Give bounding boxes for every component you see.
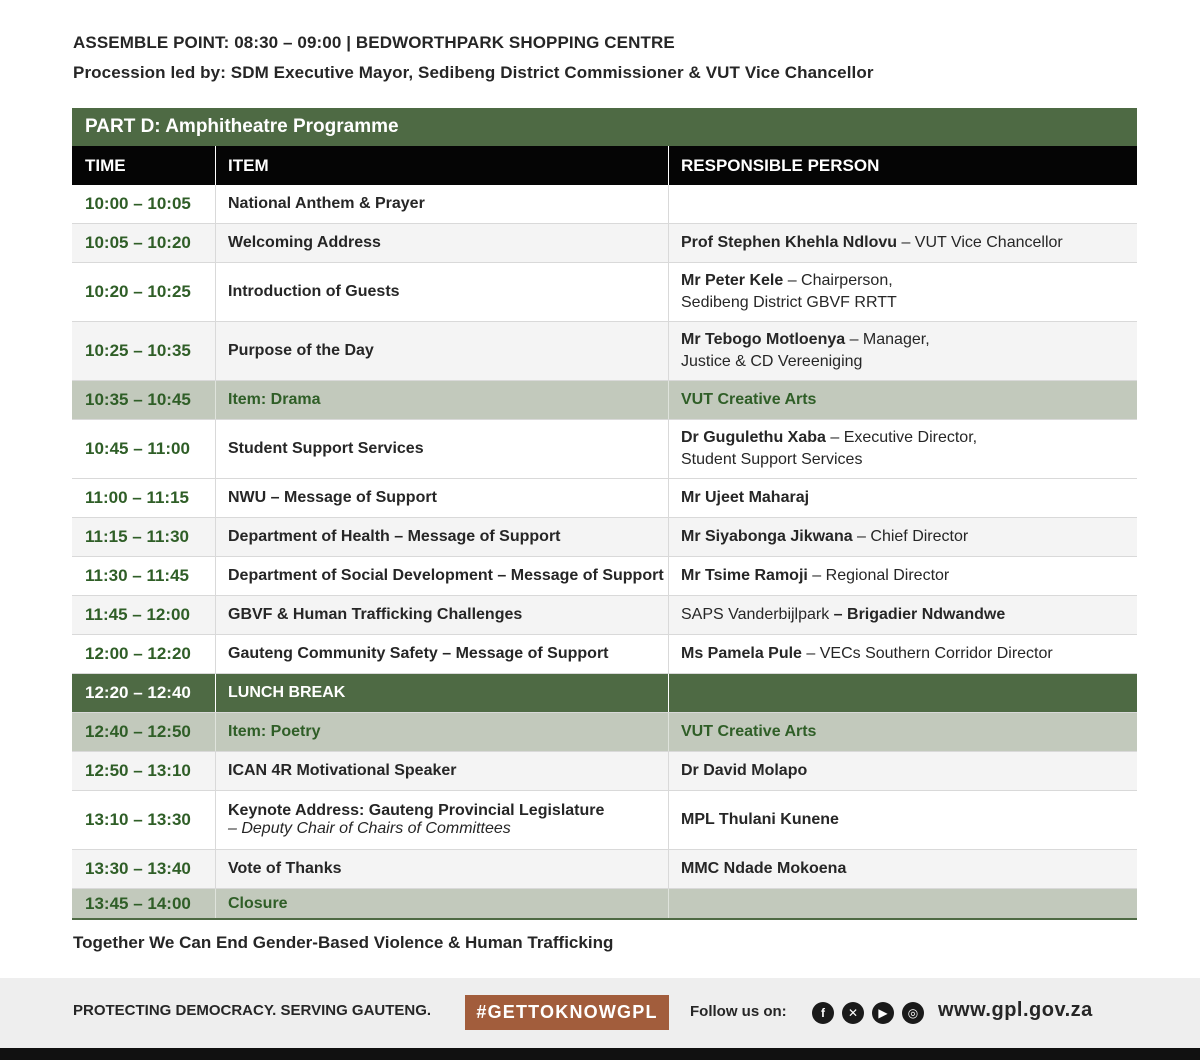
person-prefix: SAPS Vanderbijlpark xyxy=(681,606,834,623)
row-time: 12:00 – 12:20 xyxy=(85,644,191,663)
tagline: Together We Can End Gender-Based Violence & Human Trafficking xyxy=(73,933,614,952)
instagram-icon[interactable]: ◎ xyxy=(902,1002,924,1024)
row-item: Student Support Services xyxy=(215,420,668,478)
row-time: 11:00 – 11:15 xyxy=(85,488,189,507)
row-time: 11:15 – 11:30 xyxy=(85,527,189,546)
person-name: MPL Thulani Kunene xyxy=(681,811,839,828)
row-person xyxy=(668,479,1137,517)
row-item: Closure xyxy=(215,889,668,918)
row-time: 11:45 – 12:00 xyxy=(85,605,190,624)
table-row xyxy=(72,557,1137,596)
row-time: 13:30 – 13:40 xyxy=(85,859,191,878)
programme-table xyxy=(72,108,1137,920)
row-item: Purpose of the Day xyxy=(215,322,668,380)
row-time: 10:20 – 10:25 xyxy=(85,282,191,301)
row-person: VUT Creative Arts xyxy=(668,381,1137,419)
row-person xyxy=(668,557,1137,595)
person-role-line2: Sedibeng District GBVF RRTT xyxy=(681,294,897,311)
header xyxy=(73,28,1133,88)
row-item: Welcoming Address xyxy=(215,224,668,262)
row-person xyxy=(668,596,1137,634)
table-row xyxy=(72,420,1137,479)
assemble-point: ASSEMBLE POINT: 08:30 – 09:00 | BEDWORTHPARK SHOPPING CENTRE xyxy=(73,33,675,52)
item-line1: Keynote Address: Gauteng Provincial Legislature xyxy=(228,802,605,819)
table-row xyxy=(72,322,1137,381)
table-header xyxy=(72,146,1137,185)
facebook-icon[interactable]: f xyxy=(812,1002,834,1024)
column-item: ITEM xyxy=(215,146,668,185)
table-row xyxy=(72,263,1137,322)
table-row xyxy=(72,224,1137,263)
column-responsible: RESPONSIBLE PERSON xyxy=(668,146,1137,185)
person-name: MMC Ndade Mokoena xyxy=(681,860,847,877)
row-person xyxy=(668,674,1137,712)
row-time: 10:25 – 10:35 xyxy=(85,341,191,360)
person-role-line2: Student Support Services xyxy=(681,451,863,468)
youtube-icon[interactable]: ▶ xyxy=(872,1002,894,1024)
row-item: Vote of Thanks xyxy=(215,850,668,888)
row-item: Item: Drama xyxy=(215,381,668,419)
row-person xyxy=(668,518,1137,556)
person-role: – VECs Southern Corridor Director xyxy=(801,645,1053,662)
person-name: Dr David Molapo xyxy=(681,762,808,779)
row-person xyxy=(668,185,1137,223)
x-icon[interactable]: ✕ xyxy=(842,1002,864,1024)
row-time: 12:40 – 12:50 xyxy=(85,722,191,741)
table-row-lunch xyxy=(72,674,1137,713)
programme-title: PART D: Amphitheatre Programme xyxy=(72,108,1137,146)
table-row xyxy=(72,596,1137,635)
social-icons xyxy=(812,1002,924,1024)
row-person xyxy=(668,322,1137,380)
row-item: NWU – Message of Support xyxy=(215,479,668,517)
table-row xyxy=(72,791,1137,850)
person-role: – Chairperson, xyxy=(783,272,893,289)
row-item: National Anthem & Prayer xyxy=(215,185,668,223)
person-name: Mr Peter Kele xyxy=(681,272,784,289)
row-time: 10:05 – 10:20 xyxy=(85,233,191,252)
row-item: Gauteng Community Safety – Message of Support xyxy=(215,635,668,673)
table-row xyxy=(72,185,1137,224)
row-person: VUT Creative Arts xyxy=(668,713,1137,751)
row-person xyxy=(668,420,1137,478)
bottom-bar xyxy=(0,1048,1200,1060)
row-person xyxy=(668,263,1137,321)
table-row xyxy=(72,635,1137,674)
row-person xyxy=(668,850,1137,888)
person-name: – Brigadier Ndwandwe xyxy=(833,606,1006,623)
person-role: – VUT Vice Chancellor xyxy=(897,234,1063,251)
person-name: Mr Tebogo Motloenya xyxy=(681,331,846,348)
row-time: 13:45 – 14:00 xyxy=(85,893,191,913)
table-row xyxy=(72,752,1137,791)
person-name: Mr Tsime Ramoji xyxy=(681,567,808,584)
person-name: Ms Pamela Pule xyxy=(681,645,802,662)
person-name: Dr Gugulethu Xaba xyxy=(681,429,826,446)
row-item: Department of Health – Message of Support xyxy=(215,518,668,556)
row-time: 10:35 – 10:45 xyxy=(85,390,191,409)
person-role: – Chief Director xyxy=(852,528,969,545)
row-item: LUNCH BREAK xyxy=(215,674,668,712)
row-item: Department of Social Development – Message of Support xyxy=(215,557,668,595)
table-row xyxy=(72,889,1137,920)
table-row xyxy=(72,381,1137,420)
row-time: 13:10 – 13:30 xyxy=(85,810,191,829)
person-role-line2: Justice & CD Vereeniging xyxy=(681,353,863,370)
table-row xyxy=(72,518,1137,557)
row-time: 10:00 – 10:05 xyxy=(85,194,191,213)
row-person xyxy=(668,889,1137,918)
row-item: Introduction of Guests xyxy=(215,263,668,321)
row-person xyxy=(668,791,1137,849)
follow-label: Follow us on: xyxy=(690,1003,787,1020)
row-time: 12:20 – 12:40 xyxy=(85,683,191,702)
row-person xyxy=(668,224,1137,262)
footer xyxy=(0,978,1200,1048)
table-row xyxy=(72,850,1137,889)
person-role: – Regional Director xyxy=(807,567,950,584)
row-item: Item: Poetry xyxy=(215,713,668,751)
person-name: Mr Siyabonga Jikwana xyxy=(681,528,853,545)
item-line2: – Deputy Chair of Chairs of Committees xyxy=(228,820,511,837)
row-person xyxy=(668,752,1137,790)
person-name: Mr Ujeet Maharaj xyxy=(681,489,810,506)
person-name: Prof Stephen Khehla Ndlovu xyxy=(681,234,898,251)
website-url[interactable]: www.gpl.gov.za xyxy=(938,999,1093,1021)
person-role: – Executive Director, xyxy=(825,429,978,446)
row-item: ICAN 4R Motivational Speaker xyxy=(215,752,668,790)
row-item: GBVF & Human Trafficking Challenges xyxy=(215,596,668,634)
table-row xyxy=(72,479,1137,518)
procession-info: Procession led by: SDM Executive Mayor, Sedibeng District Commissioner & VUT Vice Chancellor xyxy=(73,63,874,82)
row-item xyxy=(215,791,668,849)
column-time: TIME xyxy=(85,155,126,175)
row-time: 12:50 – 13:10 xyxy=(85,761,191,780)
row-time: 11:30 – 11:45 xyxy=(85,566,189,585)
table-row xyxy=(72,713,1137,752)
person-role: – Manager, xyxy=(845,331,930,348)
row-time: 10:45 – 11:00 xyxy=(85,439,190,458)
row-person xyxy=(668,635,1137,673)
footer-slogan: PROTECTING DEMOCRACY. SERVING GAUTENG. xyxy=(73,1002,432,1019)
hashtag-badge: #GETTOKNOWGPL xyxy=(465,995,669,1030)
